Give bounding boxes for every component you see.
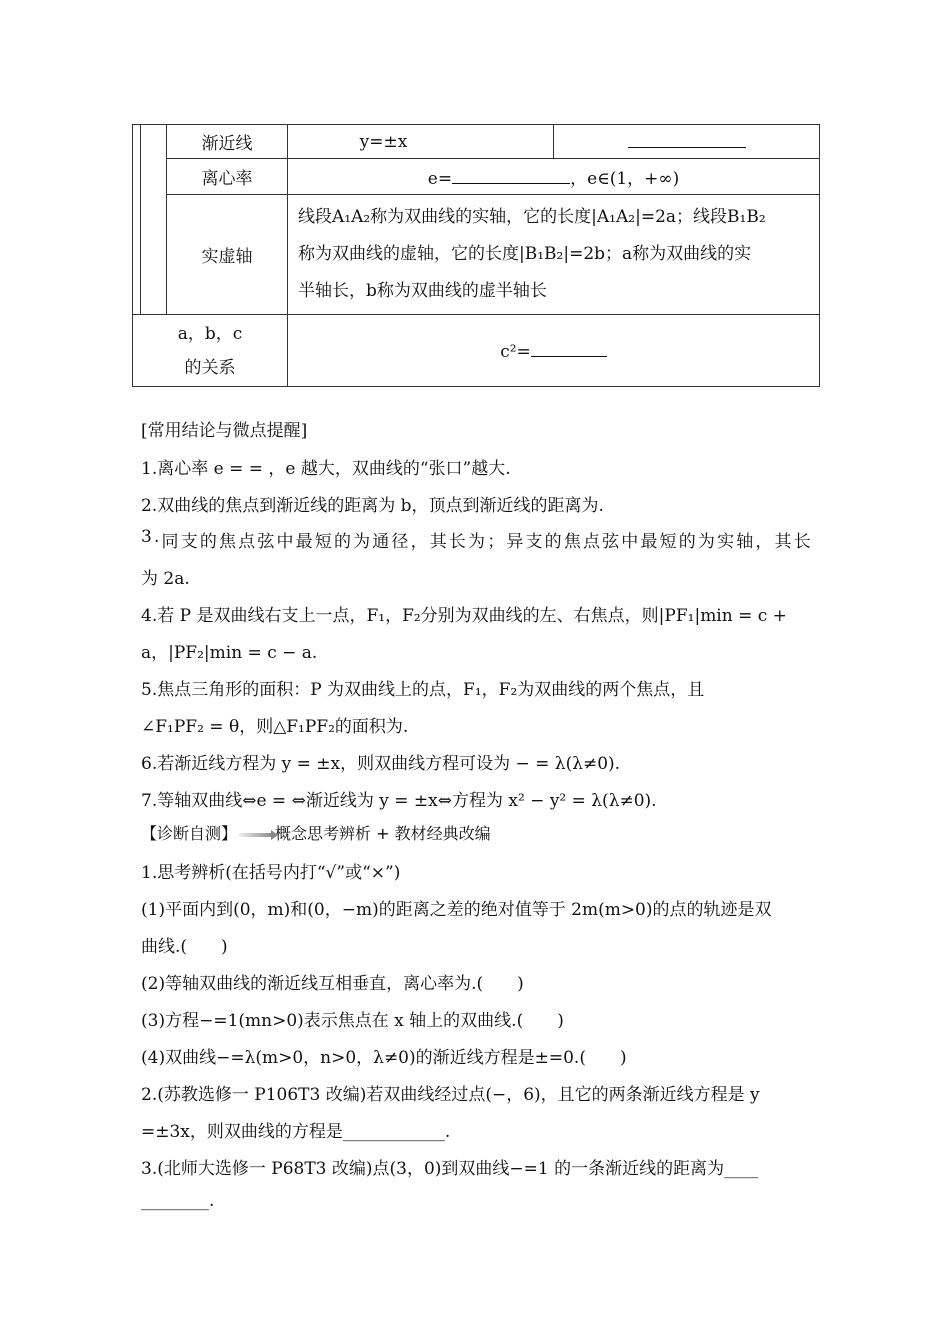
conclusion-item: 5.焦点三角形的面积：P 为双曲线上的点，F₁，F₂为双曲线的两个焦点，且: [141, 680, 705, 700]
conclusion-item: 7.等轴双曲线⇔e = ⇔渐近线为 y = ±x⇔方程为 x² − y² = λ(λ≠0).: [141, 791, 657, 811]
diagnosis-heading-tail: 概念思考辨析 + 教材经典改编: [275, 824, 491, 843]
axes-description: 线段A₁A₂称为双曲线的实轴，它的长度|A₁A₂|=2a；线段B₁B₂ 称为双曲线的虚轴，它的长度|B₁B₂|=2b；a称为双曲线的实 半轴长，b称为双曲线的虚半轴长: [288, 195, 820, 315]
diagnosis-line: (3)方程−=1(mn>0)表示焦点在 x 轴上的双曲线.( ): [141, 1011, 564, 1031]
conclusion-item: 2.双曲线的焦点到渐近线的距离为 b，顶点到渐近线的距离为.: [141, 496, 604, 516]
conclusion-item: 3 . 同 支 的 焦 点 弦 中 最 短 的 为 通 径 ， 其 长 为 ； 异 支 的 焦 点 弦 中 最 短 的 为 实 轴 ， 其 长: [141, 527, 811, 552]
asymptote-blank: [554, 125, 820, 159]
eccentricity-row: [133, 159, 820, 195]
diagnosis-line: (2)等轴双曲线的渐近线互相垂直，离心率为.( ): [141, 974, 524, 994]
diagnosis-line: =±3x，则双曲线的方程是____________.: [141, 1122, 451, 1142]
diagnosis-line: 曲线.( ): [141, 937, 228, 957]
abc-relation-formula: c²=: [288, 315, 820, 387]
conclusion-item: 1.离心率 e = = ，e 越大，双曲线的“张口”越大.: [141, 459, 511, 479]
diagnosis-heading: [141, 821, 491, 844]
axes-label: 实虚轴: [167, 195, 288, 315]
eccentricity-label: 离心率: [167, 159, 288, 195]
conclusion-item: 4.若 P 是双曲线右支上一点，F₁，F₂分别为双曲线的左、右焦点，则|PF₁|min = c +: [141, 606, 787, 626]
asymptote-row: [133, 125, 820, 159]
abc-relation-row: [133, 315, 820, 387]
axes-row: [133, 195, 820, 315]
diagnosis-line: 2.(苏教选修一 P106T3 改编)若双曲线经过点(−，6)，且它的两条渐近线方程是 y: [141, 1085, 760, 1105]
conclusion-item: ∠F₁PF₂ = θ，则△F₁PF₂的面积为.: [141, 717, 409, 737]
abc-relation-label: a，b，c 的关系: [133, 315, 288, 387]
hyperbola-properties-table: [132, 124, 820, 387]
eccentricity-formula: e= ，e∈(1，+∞): [288, 159, 820, 195]
conclusions-heading: [常用结论与微点提醒]: [141, 421, 308, 441]
conclusion-item: a，|PF₂|min = c − a.: [141, 643, 318, 663]
asymptote-label: 渐近线: [167, 125, 288, 159]
conclusion-item: 6.若渐近线方程为 y = ±x，则双曲线方程可设为 − = λ(λ≠0).: [141, 754, 621, 774]
asymptote-formula: y=±x: [288, 125, 554, 159]
diagnosis-line: (4)双曲线−=λ(m>0，n>0，λ≠0)的渐近线方程是±=0.( ): [141, 1048, 627, 1068]
conclusion-item: 为 2a.: [141, 569, 190, 589]
diagnosis-line: 3.(北师大选修一 P68T3 改编)点(3，0)到双曲线−=1 的一条渐近线的距离为____: [141, 1159, 759, 1179]
diagnosis-heading-bracket: 【诊断自测】: [141, 824, 238, 843]
diagnosis-line: (1)平面内到(0，m)和(0，−m)的距离之差的绝对值等于 2m(m>0)的点的轨迹是双: [141, 900, 772, 920]
diagnosis-line: ________.: [141, 1191, 215, 1211]
diagnosis-line: 1.思考辨析(在括号内打“√”或“×”): [141, 863, 401, 883]
arrow-icon: [239, 833, 273, 837]
